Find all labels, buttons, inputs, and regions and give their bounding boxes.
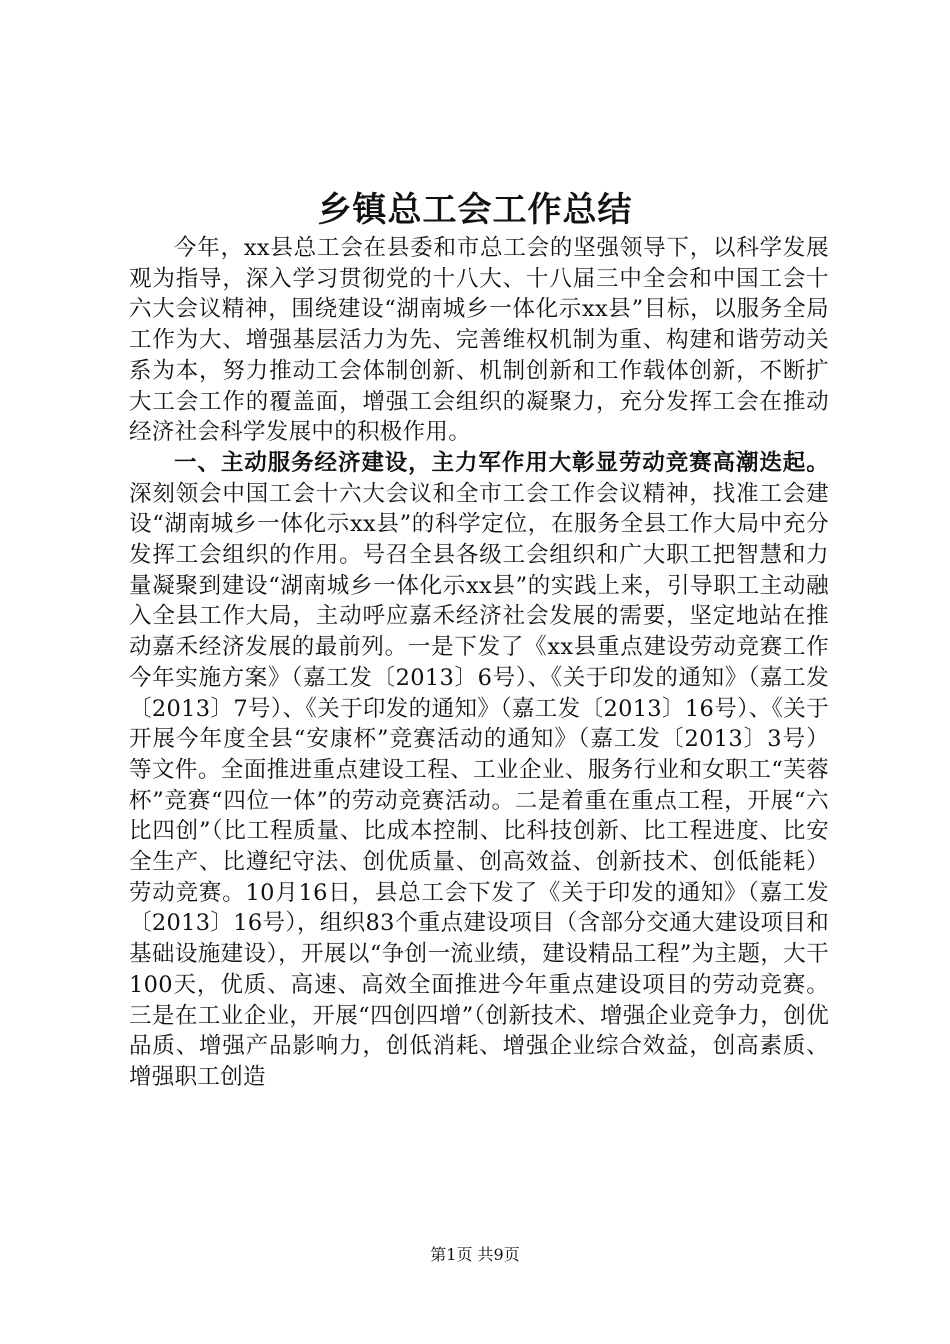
page-footer: 第1页 共9页 [430,1245,520,1264]
intro-paragraph: 今年，xx县总工会在县委和市总工会的坚强领导下，以科学发展观为指导，深入学习贯彻党的十八大、十八届三中全会和中国工会十六大会议精神，围绕建设“湖南城乡一体化示xx县”目标，以服务全局工作为大、增强基层活力为先、完善维权机制为重、构建和谐劳动关系为本，努力推动工会体制创新、机制创新和工作载体创新，不断扩大工会工作的覆盖面，增强工会组织的凝聚力，充分发挥工会在推动经济社会科学发展中的积极作用。 [129,235,829,446]
section-1-text: 深刻领会中国工会十六大会议和全市工会工作会议精神，找准工会建设“湖南城乡一体化示xx县”的科学定位，在服务全县工作大局中充分发挥工会组织的作用。号召全县各级工会组织和广大职工把智慧和力量凝聚到建设“湖南城乡一体化示xx县”的实践上来，引导职工主动融入全县工作大局，主动呼应嘉禾经济社会发展的需要，坚定地站在推动嘉禾经济发展的最前列。一是下发了《xx县重点建设劳动竞赛工作今年实施方案》（嘉工发〔2013〕6号）、《关于印发的通知》（嘉工发〔2013〕7号）、《关于印发的通知》（嘉工发〔2013〕16号）、《关于开展今年度全县“安康杯”竞赛活动的通知》（嘉工发〔2013〕3号）等文件。全面推进重点建设工程、工业企业、服务行业和女职工“芙蓉杯”竞赛“四位一体”的劳动竞赛活动。二是着重在重点工程，开展“六比四创”（比工程质量、比成本控制、比科技创新、比工程进度、比安全生产、比遵纪守法、创优质量、创高效益、创新技术、创低能耗）劳动竞赛。10月16日，县总工会下发了《关于印发的通知》（嘉工发〔2013〕16号），组织83个重点建设项目（含部分交通大建设项目和基础设施建设），开展以“争创一流业绩，建设精品工程”为主题，大干100天，优质、高速、高效全面推进今年重点建设项目的劳动竞赛。三是在工业企业，开展“四创四增”（创新技术、增强企业竞争力，创优品质、增强产品影响力，创低消耗、增强企业综合效益，创高素质、增强职工创造 [129,480,829,1090]
document-body [129,233,829,1093]
section-1-paragraph [129,448,829,1093]
document-title: 乡镇总工会工作总结 [317,190,633,230]
section-1-heading: 一、主动服务经济建设，主力军作用大彰显劳动竞赛高潮迭起。 [174,449,829,476]
